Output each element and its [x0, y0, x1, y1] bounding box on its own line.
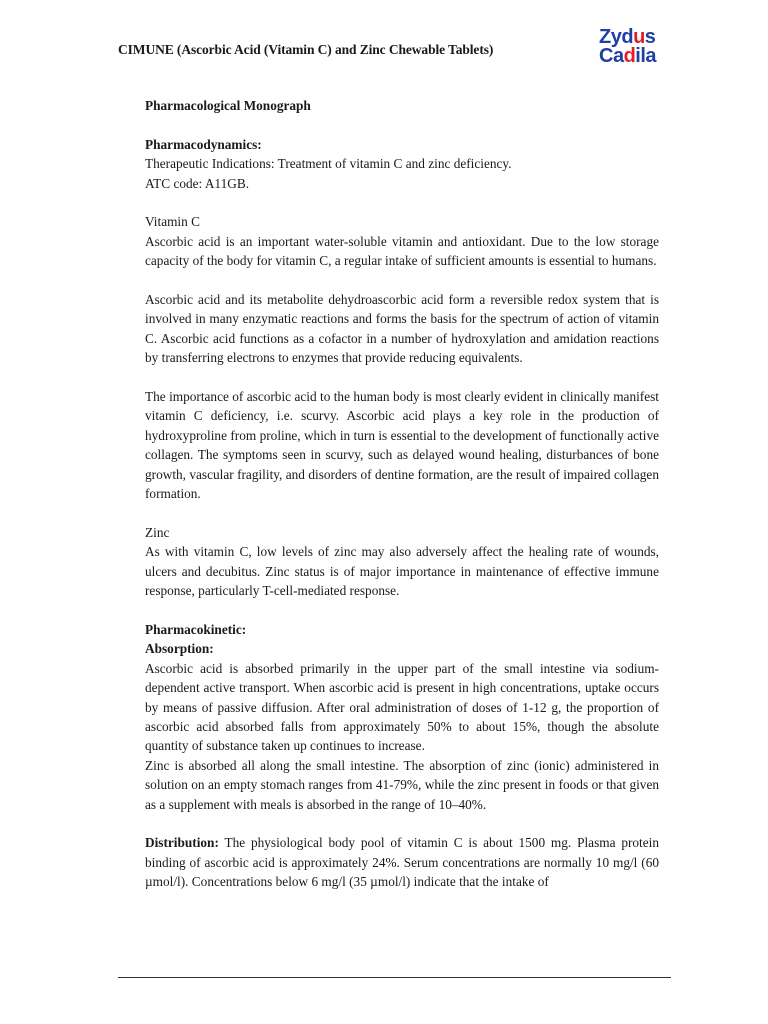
- page-header: [118, 28, 673, 80]
- vitamin-c-paragraph-1: Ascorbic acid is an important water-soluble vitamin and antioxidant. Due to the low storage capacity of the body for vitamin C, a regular intake of sufficient amounts is essential to humans.: [145, 233, 659, 269]
- pharmacodynamics-heading: Pharmacodynamics:: [145, 136, 262, 152]
- distribution-label: Distribution:: [145, 835, 219, 851]
- absorption-paragraph-2: Zinc is absorbed all along the small intestine. The absorption of zinc (ionic) administered in solution on an empty stomach ranges from 41-79%, while the zinc present in foods or that given as a supplement with meals is absorbed in the range of 10–40%.: [145, 757, 659, 812]
- therapeutic-indications: Therapeutic Indications: Treatment of vitamin C and zinc deficiency.: [145, 156, 512, 172]
- zinc-heading: Zinc: [145, 524, 170, 540]
- document-body: [145, 96, 659, 892]
- vitamin-c-paragraph-2: Ascorbic acid and its metabolite dehydroascorbic acid form a reversible redox system that is involved in many enzymatic reactions and forms the basis for the spectrum of action of vitamin C. Ascorbic acid functions as a cofactor in a number of hydroxylation and amidation reactions by transferring electrons to enzymes that provide reducing equivalents.: [145, 292, 659, 366]
- zydus-cadila-logo: [599, 28, 671, 74]
- distribution-text: The physiological body pool of vitamin C is about 1500 mg. Plasma protein binding of ascorbic acid is approximately 24%. Serum concentrations are normally 10 mg/l (60 µmol/l). Concentrations below 6 mg/l (35 µmol/l) indicate that the intake of: [145, 835, 659, 890]
- logo-line-1: Zydus: [599, 26, 656, 48]
- pharmacokinetic-heading: Pharmacokinetic:: [145, 621, 247, 637]
- vitamin-c-paragraph-3: The importance of ascorbic acid to the human body is most clearly evident in clinically manifest vitamin C deficiency, i.e. scurvy. Ascorbic acid plays a key role in the production of hydroxyproline from proline, which in turn is essential to the development of functionally active collagen. The symptoms seen in scurvy, such as delayed wound healing, disturbances of bone growth, vascular fragility, and disorders of dentine formation, are the result of impaired collagen formation.: [145, 389, 659, 502]
- distribution-paragraph: [145, 833, 659, 891]
- zinc-paragraph: As with vitamin C, low levels of zinc may also adversely affect the healing rate of wounds, ulcers and decubitus. Zinc status is of major importance in maintenance of effective immune response, particularly T-cell-mediated response.: [145, 544, 659, 599]
- absorption-paragraph-1: Ascorbic acid is absorbed primarily in the upper part of the small intestine via sodium-dependent active transport. When ascorbic acid is present in high concentrations, uptake occurs by means of passive diffusion. After oral administration of doses of 1-12 g, the proportion of ascorbic acid absorbed falls from approximately 50% to about 15%, though the absolute quantity of substance taken up continues to increase.: [145, 660, 659, 754]
- atc-code: ATC code: A11GB.: [145, 175, 250, 191]
- monograph-title: Pharmacological Monograph: [145, 98, 311, 113]
- logo-line-2: Cadila: [599, 45, 657, 67]
- footer-divider: [118, 977, 671, 978]
- document-title: CIMUNE (Ascorbic Acid (Vitamin C) and Zinc Chewable Tablets): [118, 42, 494, 57]
- vitamin-c-heading: Vitamin C: [145, 214, 200, 230]
- absorption-heading: Absorption:: [145, 641, 214, 657]
